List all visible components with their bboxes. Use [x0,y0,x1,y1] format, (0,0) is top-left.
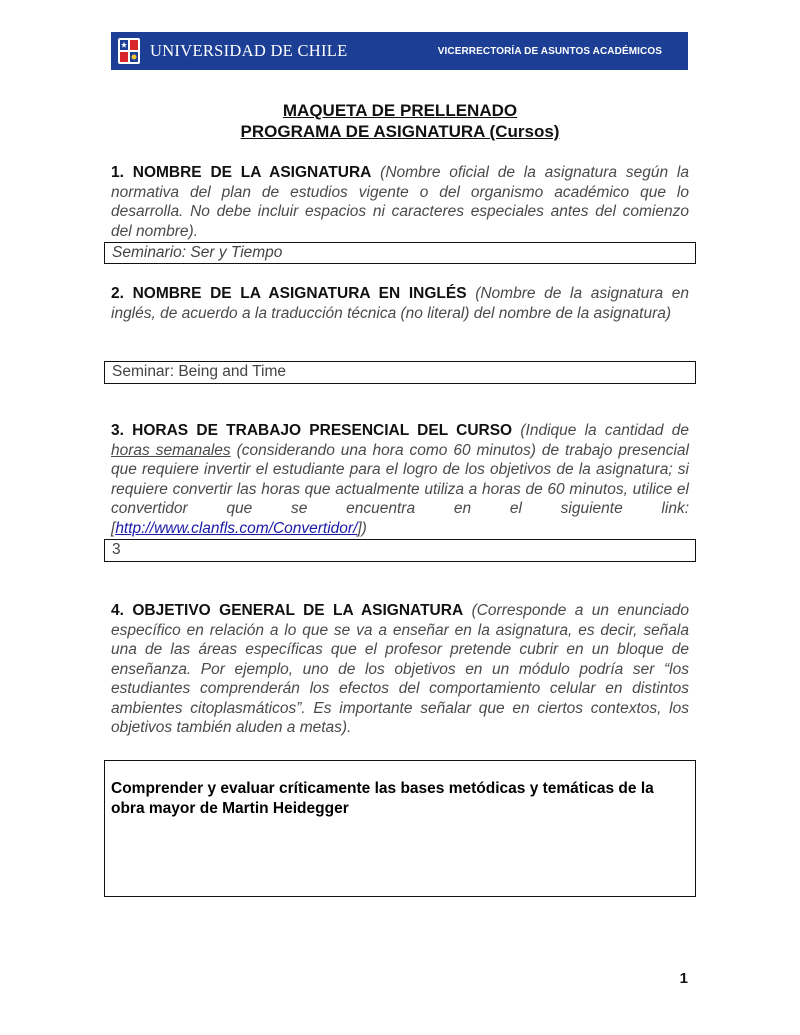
section-2-heading: 2. NOMBRE DE LA ASIGNATURA EN INGLÉS [111,285,467,302]
section-4-text [111,601,689,738]
general-objective-text: Comprender y evaluar críticamente las bases metódicas y temáticas de la obra mayor de Martin Heidegger [111,780,654,817]
section-3-heading: 3. HORAS DE TRABAJO PRESENCIAL DEL CURSO [111,422,513,439]
crest-icon [117,37,141,65]
section-1-text [111,163,689,241]
section-3-instruction-c: ]) [357,519,367,537]
section-3-instruction-b: (considerando una hora como 60 minutos) de trabajo presencial que requiere invertir el estudiante para el logro de los objetivos de la asignatura; si requiere convertir las horas que actualmente utiliza a horas de 60 minutos, utilice el convertidor que se encuentra en el siguiente link: [ [111,441,689,537]
vicerrectoria-label: VICERRECTORÍA DE ASUNTOS ACADÉMICOS [437,45,662,57]
section-1-instruction: (Nombre oficial de la asignatura según la normativa del plan de estudios vigente o del organismo académico que lo desarrolla. No debe incluir espacios ni caracteres especiales antes del comienzo del nombre). [111,164,689,240]
section-3-instruction-a: (Indique la cantidad de [520,422,689,439]
document-subtitle: PROGRAMA DE ASIGNATURA (Cursos) [240,122,560,141]
university-logo [117,37,348,65]
document-title: MAQUETA DE PRELLENADO [282,101,518,120]
converter-link[interactable]: http://www.clanfls.com/Convertidor/ [115,519,358,537]
section-1-heading: 1. NOMBRE DE LA ASIGNATURA [111,164,372,181]
weekly-hours-field[interactable]: 3 [104,539,696,562]
section-4-heading: 4. OBJETIVO GENERAL DE LA ASIGNATURA [111,602,464,619]
section-2-instruction: (Nombre de la asignatura en inglés, de acuerdo a la traducción técnica (no literal) del nombre de la asignatura) [111,285,689,322]
page-number: 1 [679,970,688,987]
subject-name-field[interactable]: Seminario: Ser y Tiempo [104,242,696,264]
section-3-instruction-underlined: horas semanales [111,441,231,459]
section-3-text [111,421,689,538]
section-2-text [111,284,689,323]
header-banner [111,32,688,70]
university-name: UNIVERSIDAD DE CHILE [150,41,348,60]
section-4-instruction: (Corresponde a un enunciado específico en relación a lo que se va a enseñar en la asignatura, es decir, señala una de las áreas específicas que el profesor pretende cubrir en un bloque de enseñanza. Por ejemplo, uno de los objetivos en un módulo podría ser “los estudiantes comprenderán los efectos del comportamiento celular en distintos ambientes citoplasmáticos”. Es importante señalar que en ciertos contextos, los objetivos también aluden a metas). [111,602,689,736]
subject-name-english-field[interactable]: Seminar: Being and Time [104,361,696,384]
